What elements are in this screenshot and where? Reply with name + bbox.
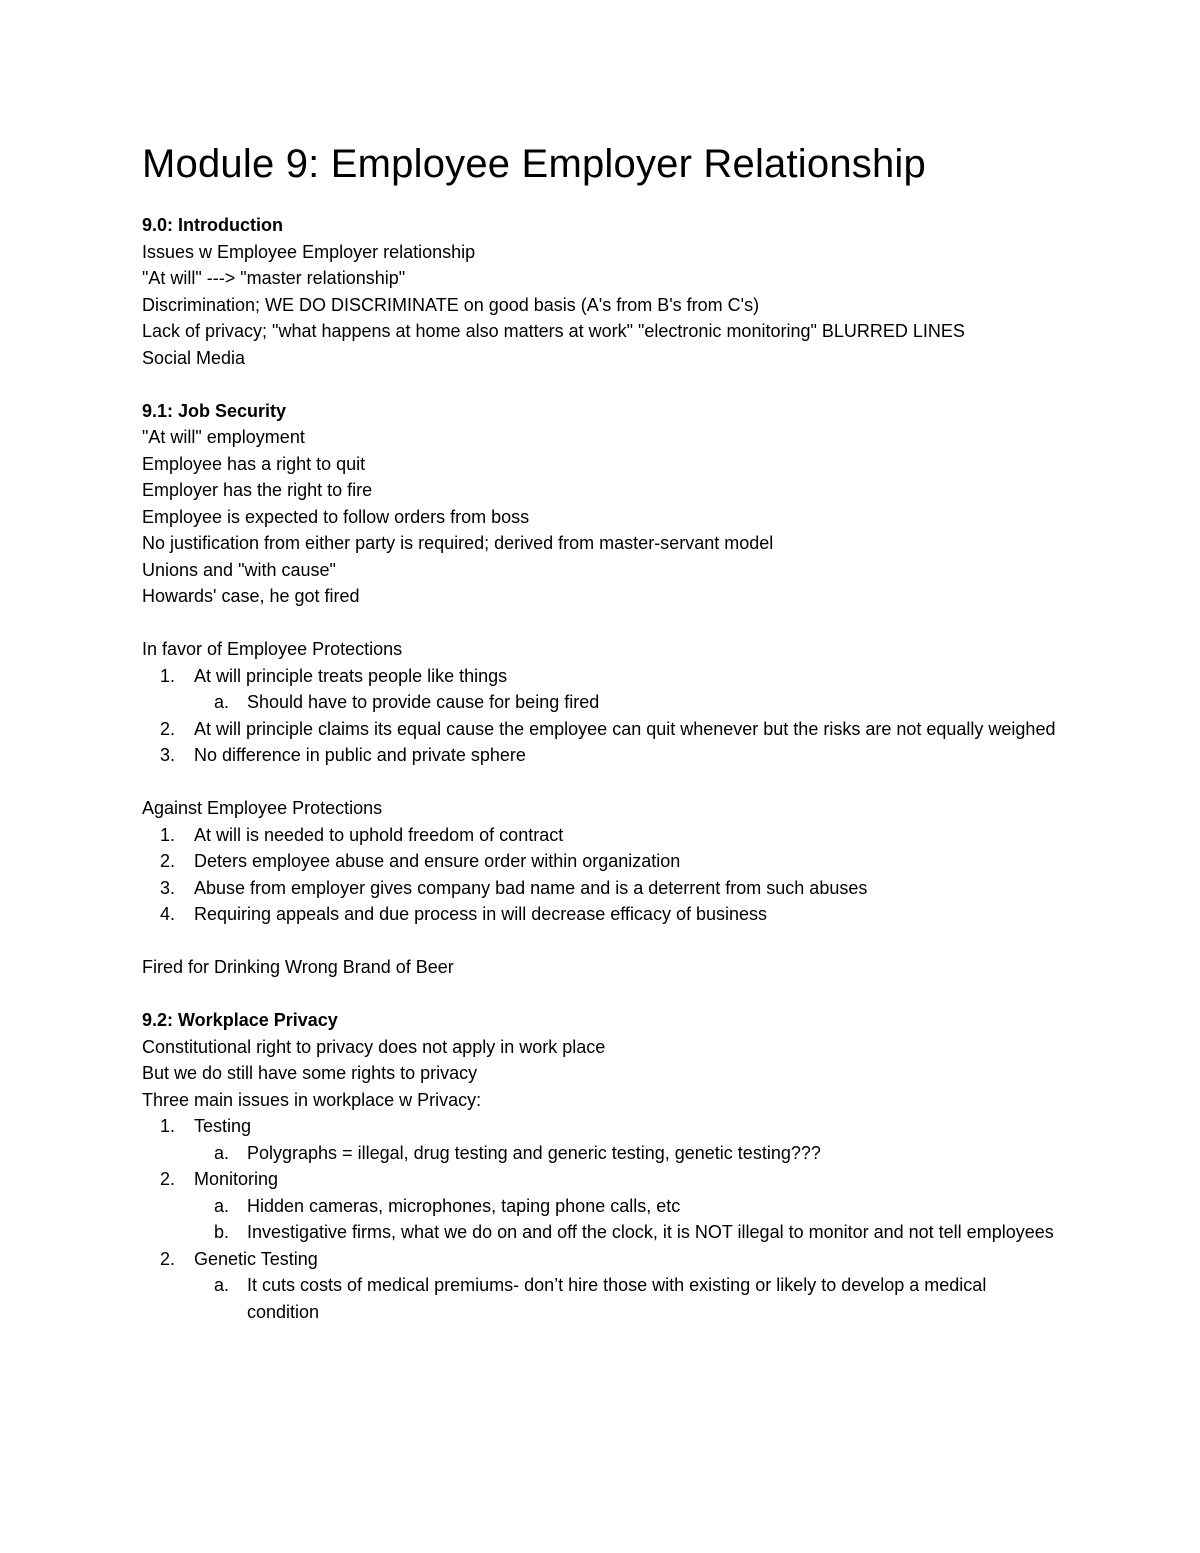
document-page (142, 140, 1062, 1325)
page-title: Module 9: Employee Employer Relationship (142, 142, 926, 186)
blank-line (142, 610, 1062, 637)
text-line: Lack of privacy; "what happens at home also matters at work" "electronic monitoring" BLURRED LINES (142, 321, 965, 341)
sub-list-item (142, 689, 1062, 716)
list-label: Against Employee Protections (142, 798, 383, 818)
list-item-text: Monitoring (194, 1169, 279, 1189)
list-item-text: At will is needed to uphold freedom of contract (194, 824, 564, 845)
sub-list-item-text: It cuts costs of medical premiums- don’t hire those with existing or likely to develop a medical condition (247, 1275, 987, 1322)
list-number: 2. (160, 718, 176, 739)
sub-list-item (142, 1219, 1062, 1246)
sub-list-item-text: Should have to provide cause for being fired (247, 692, 600, 712)
section-heading: 9.1: Job Security (142, 400, 287, 421)
list-item (142, 848, 1062, 875)
list-number: 1. (160, 824, 176, 845)
list-number: 4. (160, 904, 176, 924)
sub-list-item-text: Investigative firms, what we do on and off the clock, it is NOT illegal to monitor and not tell employees (247, 1222, 1054, 1242)
list-number: 2. (160, 851, 176, 871)
text-line: Employee has a right to quit (142, 453, 366, 474)
list-item (142, 822, 1062, 849)
text-line: But we do still have some rights to privacy (142, 1063, 478, 1083)
blank-line (142, 371, 1062, 398)
sub-list-item (142, 1272, 1062, 1325)
list-number: 3. (160, 745, 176, 765)
list-number: 1. (160, 665, 176, 686)
sub-list-letter: a. (214, 692, 230, 712)
section-job-security (142, 398, 1062, 981)
list-number: 2. (160, 1169, 176, 1189)
text-line: No justification from either party is required; derived from master-servant model (142, 533, 774, 553)
sub-list-item (142, 1193, 1062, 1220)
list-item-text: Requiring appeals and due process in will decrease efficacy of business (194, 904, 768, 924)
text-line: Discrimination; WE DO DISCRIMINATE on good basis (A's from B's from C's) (142, 294, 760, 315)
favor-protections-list (142, 636, 1062, 769)
section-heading: 9.0: Introduction (142, 215, 283, 235)
list-item (142, 1246, 1062, 1273)
list-item-text: Testing (194, 1116, 252, 1136)
section-introduction (142, 212, 1062, 371)
sub-list-item (142, 1140, 1062, 1167)
text-line: Employer has the right to fire (142, 480, 373, 500)
sub-list-letter: a. (214, 1142, 230, 1163)
list-item (142, 1113, 1062, 1140)
list-item-text: Abuse from employer gives company bad name and is a deterrent from such abuses (194, 877, 868, 898)
blank-line (142, 981, 1062, 1008)
section-workplace-privacy (142, 1007, 1062, 1325)
list-number: 2. (160, 1248, 176, 1269)
text-line: Employee is expected to follow orders from boss (142, 506, 530, 527)
list-item (142, 716, 1062, 743)
text-line: "At will" employment (142, 427, 305, 447)
sub-list-letter: a. (214, 1275, 230, 1295)
text-line: Issues w Employee Employer relationship (142, 241, 476, 262)
list-item-text: Genetic Testing (194, 1248, 318, 1269)
list-number: 3. (160, 877, 176, 898)
list-item-text: Deters employee abuse and ensure order within organization (194, 851, 681, 871)
text-line: Constitutional right to privacy does not apply in work place (142, 1036, 606, 1057)
list-item (142, 875, 1062, 902)
list-item (142, 663, 1062, 690)
sub-list-item-text: Polygraphs = illegal, drug testing and generic testing, genetic testing??? (247, 1142, 821, 1163)
list-item-text: At will principle treats people like things (194, 665, 508, 686)
list-label: In favor of Employee Protections (142, 639, 403, 659)
section-heading: 9.2: Workplace Privacy (142, 1010, 338, 1030)
list-item-text: No difference in public and private sphere (194, 745, 526, 765)
text-line: Social Media (142, 347, 246, 368)
text-line: Howards' case, he got fired (142, 586, 360, 606)
list-item-text: At will principle claims its equal cause the employee can quit whenever but the risks are not equally weighed (194, 718, 1056, 739)
text-line: Three main issues in workplace w Privacy: (142, 1089, 482, 1110)
list-item (142, 901, 1062, 928)
list-item (142, 1166, 1062, 1193)
against-protections-list (142, 795, 1062, 928)
sub-list-item-text: Hidden cameras, microphones, taping phone calls, etc (247, 1195, 681, 1216)
text-line: Fired for Drinking Wrong Brand of Beer (142, 957, 454, 977)
text-line: "At will" ---> "master relationship" (142, 268, 406, 288)
list-number: 1. (160, 1116, 176, 1136)
list-item (142, 742, 1062, 769)
text-line: Unions and "with cause" (142, 559, 336, 580)
blank-line (142, 928, 1062, 955)
sub-list-letter: b. (214, 1222, 230, 1242)
sub-list-letter: a. (214, 1195, 230, 1216)
blank-line (142, 769, 1062, 796)
